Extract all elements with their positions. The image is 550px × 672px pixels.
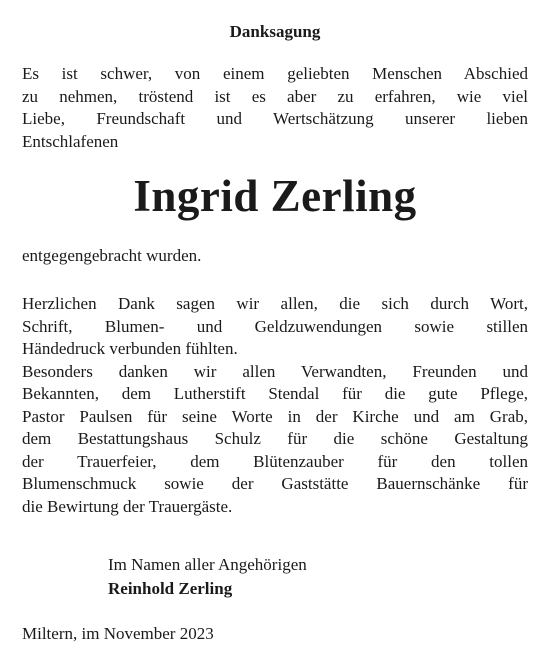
thanks-line: Besonders danken wir allen Verwandten, Freunden und bbox=[22, 361, 528, 381]
intro-line: Entschlafenen bbox=[22, 131, 119, 151]
thanks-line: die Bewirtung der Trauergäste. bbox=[22, 496, 233, 516]
intro-line: zu nehmen, tröstend ist es aber zu erfahren, wie viel bbox=[22, 86, 528, 106]
thanks-paragraph bbox=[22, 293, 528, 518]
thanks-line: Blumenschmuck sowie der Gaststätte Bauernschänke für bbox=[22, 474, 528, 493]
intro-paragraph bbox=[22, 63, 528, 153]
thanks-line: Herzlichen Dank sagen wir allen, die sich durch Wort, bbox=[22, 294, 528, 313]
thanks-line: dem Bestattungshaus Schulz für die schöne Gestaltung bbox=[22, 429, 528, 448]
thanks-line: Schrift, Blumen- und Geldzuwendungen sowie stillen bbox=[22, 316, 528, 336]
intro-line: Es ist schwer, von einem geliebten Menschen Abschied bbox=[22, 64, 528, 83]
intro-line: Liebe, Freundschaft und Wertschätzung unserer lieben bbox=[22, 109, 528, 128]
thanks-line: der Trauerfeier, dem Blütenzauber für den tollen bbox=[22, 451, 528, 471]
thanks-line: Pastor Paulsen für seine Worte in der Kirche und am Grab, bbox=[22, 406, 528, 426]
signature-name: Reinhold Zerling bbox=[108, 579, 233, 598]
place-date: Miltern, im November 2023 bbox=[22, 624, 214, 643]
thanks-line: Händedruck verbunden fühlten. bbox=[22, 339, 238, 358]
after-name-text: entgegengebracht wurden. bbox=[22, 246, 202, 265]
notice-heading: Danksagung bbox=[229, 22, 321, 41]
signature-intro: Im Namen aller Angehörigen bbox=[108, 555, 307, 574]
deceased-name: Ingrid Zerling bbox=[133, 171, 417, 221]
thanks-line: Bekannten, dem Lutherstift Stendal für die gute Pflege, bbox=[22, 384, 528, 403]
